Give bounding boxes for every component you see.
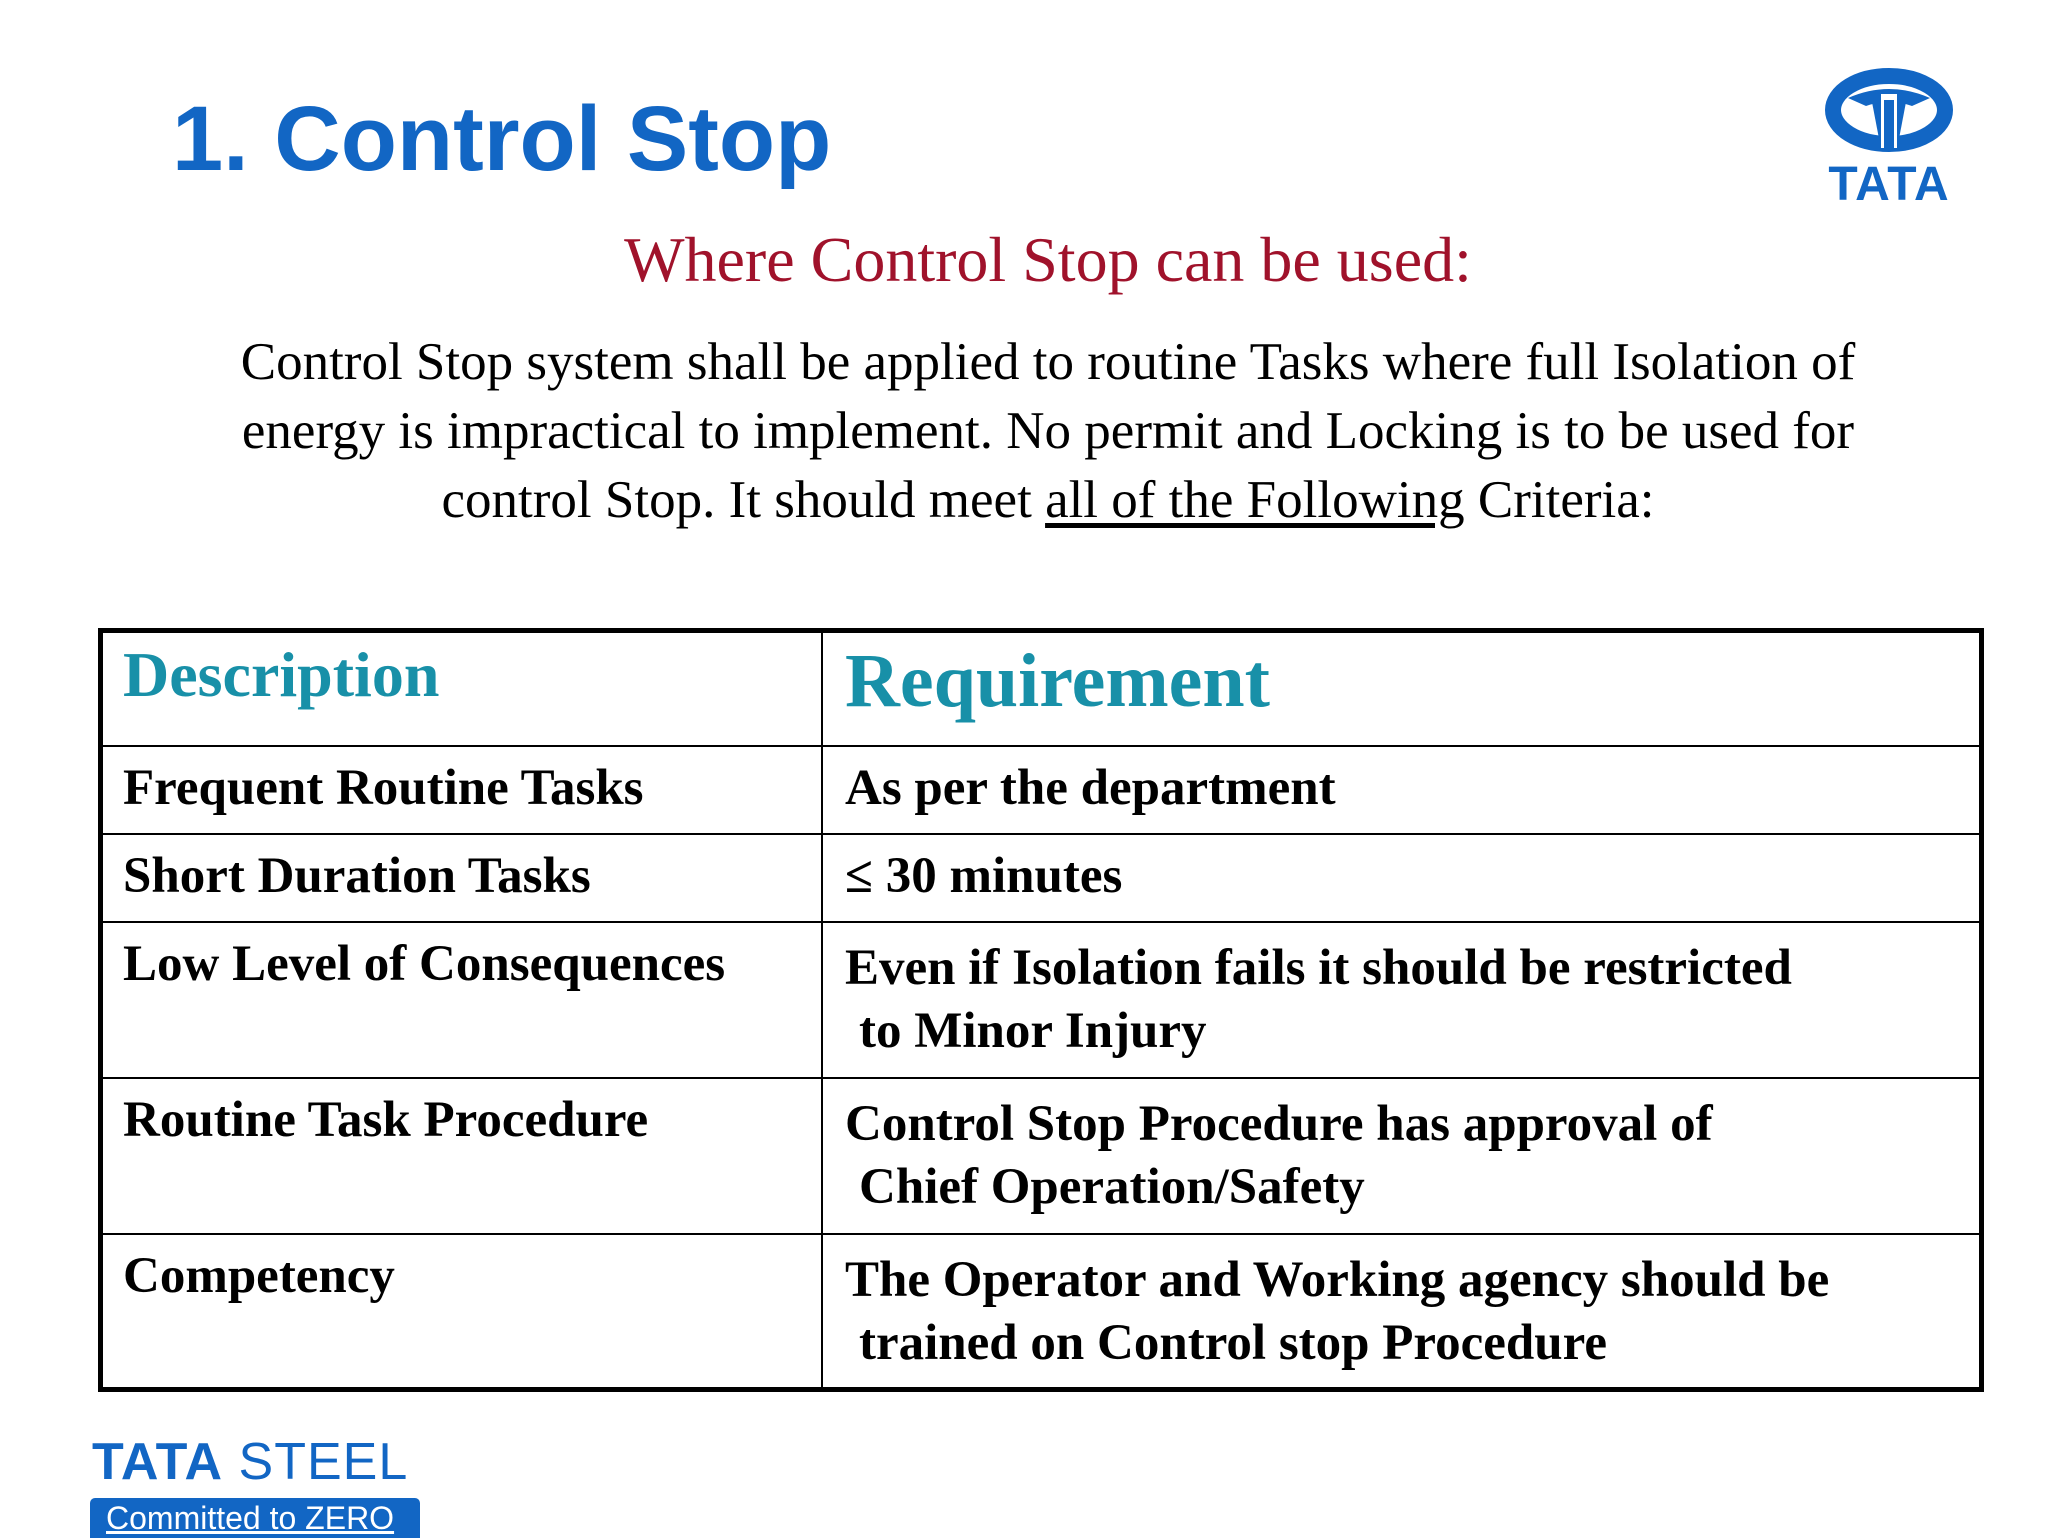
tata-steel-logo: [90, 1432, 420, 1538]
row-requirement: [823, 923, 1979, 1063]
table-row: [101, 922, 1982, 1078]
intro-line-2: energy is impractical to implement. No permit and Locking is to be used for: [241, 402, 1855, 460]
req-line-1: ≤ 30 minutes: [845, 847, 1123, 904]
header-description-cell: [101, 631, 823, 746]
table-row: [101, 746, 1982, 834]
header-requirement: Requirement: [845, 639, 1270, 723]
row-requirement: [823, 1079, 1979, 1219]
row-requirement: [823, 1235, 1979, 1375]
row-requirement: [823, 835, 1979, 908]
intro-line-3-underlined: all of the Following: [1045, 471, 1465, 529]
table-header-row: [101, 631, 1982, 746]
req-line-1: The Operator and Working agency should be: [845, 1251, 1830, 1308]
row-description: Low Level of Consequences: [123, 935, 726, 992]
header-description: Description: [123, 639, 440, 710]
slide-title: 1. Control Stop: [172, 88, 832, 190]
row-requirement: [823, 747, 1979, 820]
row-description: Competency: [123, 1247, 395, 1304]
req-line-1: Even if Isolation fails it should be restricted: [845, 939, 1792, 996]
table-row: [101, 1234, 1982, 1390]
req-line-1: Control Stop Procedure has approval of: [845, 1095, 1713, 1152]
wordmark-steel: STEEL: [238, 1433, 409, 1491]
table-row: [101, 834, 1982, 922]
tata-logo: [1808, 66, 1970, 206]
req-line-1: As per the department: [845, 759, 1336, 816]
intro-paragraph: [120, 328, 1976, 535]
row-description: Routine Task Procedure: [123, 1091, 649, 1148]
intro-line-3-pre: control Stop. It should meet: [441, 471, 1046, 529]
tata-logo-text: TATA: [1828, 158, 1950, 206]
intro-line-3-post: Criteria:: [1464, 471, 1655, 529]
req-line-2: trained on Control stop Procedure: [859, 1314, 1607, 1371]
table-row: [101, 1078, 1982, 1234]
tata-steel-wordmark: [90, 1432, 420, 1492]
row-description: Frequent Routine Tasks: [123, 759, 644, 816]
req-line-2: to Minor Injury: [859, 1002, 1207, 1059]
criteria-table: [98, 628, 1984, 1392]
header-requirement-cell: [822, 631, 1982, 746]
row-description: Short Duration Tasks: [123, 847, 591, 904]
req-line-2: Chief Operation/Safety: [859, 1158, 1365, 1215]
tagline-badge: Committed to ZERO: [90, 1498, 420, 1538]
intro-line-1: Control Stop system shall be applied to routine Tasks where full Isolation of: [240, 333, 1856, 391]
wordmark-tata: TATA: [92, 1433, 224, 1491]
slide-subtitle: Where Control Stop can be used:: [624, 224, 1472, 295]
